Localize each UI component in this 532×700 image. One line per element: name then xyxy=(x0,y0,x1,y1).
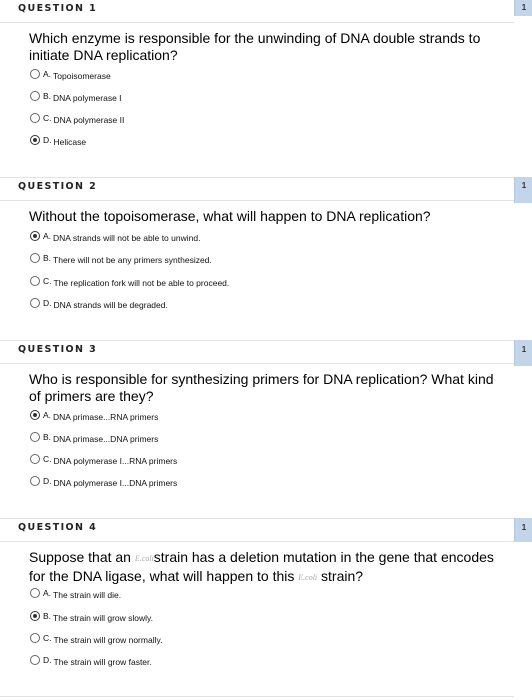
option-d[interactable] xyxy=(30,133,470,147)
question-header xyxy=(0,0,514,23)
option-letter: A. xyxy=(43,69,52,79)
points-value: 1 xyxy=(521,3,527,12)
option-a[interactable] xyxy=(30,408,470,422)
ecoli-italic-term: E.coli xyxy=(134,554,154,563)
option-letter: A. xyxy=(43,588,52,598)
option-c[interactable] xyxy=(30,452,470,466)
radio-button[interactable] xyxy=(30,432,40,442)
ecoli-italic-term: E.coli xyxy=(298,572,318,582)
question-text: Who is responsible for synthesizing primers for DNA replication? What kind of primers are they? xyxy=(29,371,494,404)
radio-button[interactable] xyxy=(30,454,40,464)
question-header xyxy=(0,518,514,542)
option-d[interactable] xyxy=(30,653,470,667)
radio-button[interactable] xyxy=(30,69,40,79)
radio-button[interactable] xyxy=(30,476,40,486)
option-text: DNA polymerase I...RNA primers xyxy=(53,456,178,466)
option-a[interactable] xyxy=(30,229,470,243)
option-text: Topoisomerase xyxy=(53,71,111,81)
option-letter: D. xyxy=(43,655,52,665)
radio-button[interactable] xyxy=(30,298,40,308)
points-value: 1 xyxy=(521,345,527,354)
radio-button[interactable] xyxy=(30,655,40,665)
option-letter: B. xyxy=(43,253,52,263)
option-letter: C. xyxy=(43,633,52,643)
option-text: DNA polymerase I xyxy=(53,93,122,103)
option-text: DNA polymerase I...DNA primers xyxy=(53,478,178,488)
option-d[interactable] xyxy=(30,296,470,310)
points-badge xyxy=(514,340,532,366)
radio-button-selected[interactable] xyxy=(30,611,40,621)
option-d[interactable] xyxy=(30,474,470,488)
option-text: The strain will grow faster. xyxy=(53,657,152,667)
option-c[interactable] xyxy=(30,631,470,645)
option-letter: B. xyxy=(43,432,52,442)
option-a[interactable] xyxy=(30,586,470,600)
question-text-part: strain? xyxy=(321,567,364,584)
option-letter: B. xyxy=(43,91,52,101)
points-badge xyxy=(514,0,532,16)
option-letter: A. xyxy=(43,410,52,420)
option-text: The strain will grow normally. xyxy=(53,635,163,645)
radio-button-selected[interactable] xyxy=(30,135,40,145)
question-text: Without the topoisomerase, what will happen to DNA replication? xyxy=(29,208,431,224)
radio-button-selected[interactable] xyxy=(30,231,40,241)
points-value: 1 xyxy=(521,523,527,532)
radio-button-selected[interactable] xyxy=(30,410,40,420)
option-text: The strain will grow slowly. xyxy=(53,613,154,623)
question-text: Which enzyme is responsible for the unwinding of DNA double strands to initiate DNA replication? xyxy=(29,30,481,63)
option-letter: B. xyxy=(43,611,52,621)
question-label: QUESTION 4 xyxy=(18,522,98,533)
question-label: QUESTION 2 xyxy=(18,181,98,192)
option-b[interactable] xyxy=(30,251,470,265)
radio-button[interactable] xyxy=(30,113,40,123)
divider xyxy=(0,696,514,697)
question-label: QUESTION 3 xyxy=(18,344,98,355)
question-text-part: Suppose that an xyxy=(29,549,131,565)
points-value: 1 xyxy=(521,181,527,190)
option-text: The replication fork will not be able to proceed. xyxy=(53,278,230,288)
question-header xyxy=(0,177,514,201)
option-text: The strain will die. xyxy=(53,590,122,600)
points-badge xyxy=(514,177,532,203)
question-label: QUESTION 1 xyxy=(18,3,98,14)
option-a[interactable] xyxy=(30,67,470,81)
option-b[interactable] xyxy=(30,89,470,103)
option-letter: C. xyxy=(43,454,52,464)
radio-button[interactable] xyxy=(30,588,40,598)
option-letter: D. xyxy=(43,298,52,308)
option-b[interactable] xyxy=(30,430,470,444)
option-b[interactable] xyxy=(30,609,470,623)
option-text: DNA polymerase II xyxy=(53,115,125,125)
option-text: DNA strands will not be able to unwind. xyxy=(53,233,201,243)
option-text: DNA strands will be degraded. xyxy=(53,300,168,310)
question-text-part: strain has a deletion mutation in the gene that encodes for the DNA ligase, what will happen to this xyxy=(29,549,494,584)
radio-button[interactable] xyxy=(30,633,40,643)
question-text xyxy=(29,549,499,586)
question-header xyxy=(0,340,514,364)
option-text: DNA primase...RNA primers xyxy=(53,412,159,422)
option-c[interactable] xyxy=(30,111,470,125)
option-letter: D. xyxy=(43,476,52,486)
option-text: Helicase xyxy=(53,137,87,147)
option-c[interactable] xyxy=(30,274,470,288)
option-letter: C. xyxy=(43,276,52,286)
radio-button[interactable] xyxy=(30,276,40,286)
option-letter: C. xyxy=(43,113,52,123)
option-text: There will not be any primers synthesized. xyxy=(53,255,212,265)
points-badge xyxy=(514,518,532,542)
option-text: DNA primase...DNA primers xyxy=(53,434,159,444)
radio-button[interactable] xyxy=(30,91,40,101)
option-letter: A. xyxy=(43,231,52,241)
radio-button[interactable] xyxy=(30,253,40,263)
option-letter: D. xyxy=(43,135,52,145)
